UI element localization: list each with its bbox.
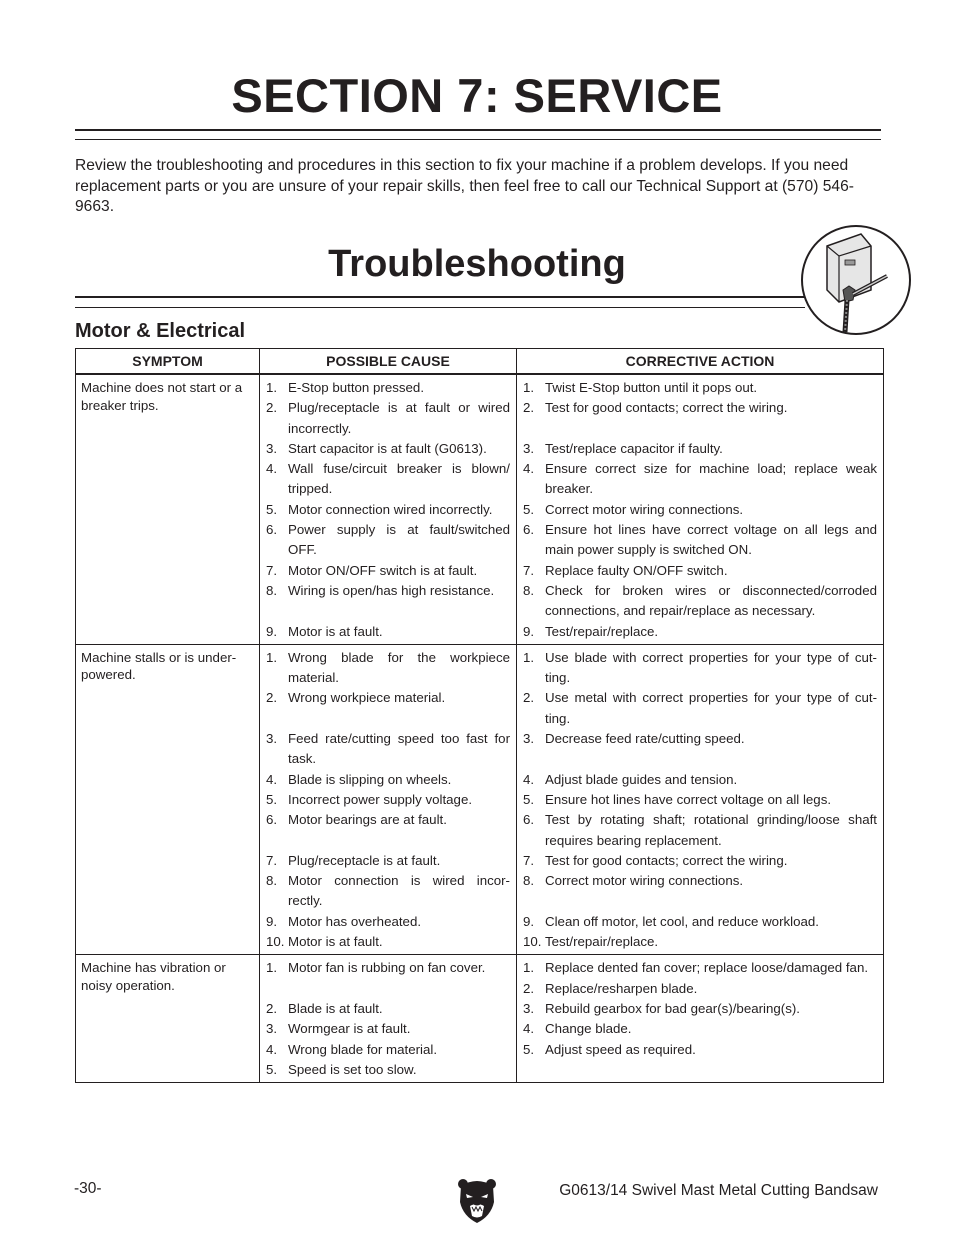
list-item: 8. Correct motor wiring connections.	[523, 873, 744, 889]
electrical-box-icon	[799, 224, 913, 336]
list-item: 1. Use blade with correct properties for your type of cut-ting.	[523, 649, 877, 686]
bear-logo-icon	[457, 1176, 497, 1224]
list-item: 1. Replace dented fan cover; replace loose/damaged fan.	[523, 960, 869, 976]
list-item: 8. Check for broken wires or disconnected/corroded connections, and repair/replace as necessary.	[523, 582, 877, 619]
list-item: 2. Blade is at fault.	[266, 1000, 383, 1016]
list-item: 6. Ensure hot lines have correct voltage on all legs and main power supply is switched ON.	[523, 522, 877, 558]
action-cell	[517, 644, 884, 954]
list-item: 4. Change blade.	[523, 1021, 632, 1037]
subtitle-rule-top	[75, 296, 805, 298]
action-cell	[517, 955, 884, 1083]
list-item: 2. Wrong workpiece material.	[266, 690, 446, 706]
list-item: 10. Motor is at fault.	[266, 934, 383, 950]
list-item: 1. Motor fan is rubbing on fan cover.	[266, 960, 486, 976]
list-item: 3. Feed rate/cutting speed too fast for task.	[266, 731, 510, 767]
troubleshooting-title: Troubleshooting	[328, 243, 626, 285]
list-item: 4. Ensure correct size for machine load; replace weak breaker.	[523, 461, 877, 497]
list-item: 9. Clean off motor, let cool, and reduce workload.	[523, 913, 819, 929]
list-item: 9. Motor is at fault.	[266, 623, 383, 639]
list-item: 4. Blade is slipping on wheels.	[266, 771, 452, 787]
header-symptom: SYMPTOM	[76, 349, 260, 375]
list-item: 5. Ensure hot lines have correct voltage on all legs.	[523, 791, 832, 807]
list-item: 7. Replace faulty ON/OFF switch.	[523, 562, 728, 578]
list-item: 3. Rebuild gearbox for bad gear(s)/bearing(s).	[523, 1000, 800, 1016]
list-item: 3. Wormgear is at fault.	[266, 1021, 411, 1037]
table-row	[76, 644, 884, 954]
list-item: 6. Test by rotating shaft; rotational grinding/loose shaft requires bearing replacement.	[523, 812, 877, 848]
manual-title: G0613/14 Swivel Mast Metal Cutting Bandsaw	[559, 1182, 878, 1199]
list-item: 1. E-Stop button pressed.	[266, 380, 425, 395]
list-item: 5. Speed is set too slow.	[266, 1061, 417, 1077]
title-rule-bottom	[75, 139, 881, 140]
intro-paragraph: Review the troubleshooting and procedures in this section to fix your machine if a problem develops. If you need replacement parts or you are unsure of your repair skills, then feel free to call our Technical Support at (570) 546-9663.	[75, 157, 854, 215]
symptom-cell: Machine stalls or is under-powered.	[76, 644, 260, 954]
header-possible-cause: POSSIBLE CAUSE	[260, 349, 517, 375]
list-item: 8. Motor connection is wired incor-rectly.	[266, 873, 510, 909]
list-item: 9. Test/repair/replace.	[523, 623, 659, 639]
table-row	[76, 955, 884, 1083]
page-number: -30-	[74, 1180, 102, 1197]
list-item: 3. Start capacitor is at fault (G0613).	[266, 440, 487, 456]
cause-cell	[260, 374, 517, 644]
list-item: 10. Test/repair/replace.	[523, 934, 659, 950]
table-header-row	[76, 349, 884, 375]
cause-cell	[260, 955, 517, 1083]
table-row	[76, 374, 884, 644]
list-item: 2. Replace/resharpen blade.	[523, 980, 698, 996]
list-item: 5. Correct motor wiring connections.	[523, 501, 744, 517]
list-item: 7. Plug/receptacle is at fault.	[266, 852, 441, 868]
header-corrective-action: CORRECTIVE ACTION	[517, 349, 884, 375]
list-item: 2. Test for good contacts; correct the wiring.	[523, 400, 788, 416]
list-item: 6. Motor bearings are at fault.	[266, 812, 447, 828]
section-title: SECTION 7: SERVICE	[231, 69, 723, 122]
list-item: 9. Motor has overheated.	[266, 913, 422, 929]
list-item: 5. Incorrect power supply voltage.	[266, 791, 473, 807]
list-item: 1. Wrong blade for the workpiece material.	[266, 649, 510, 686]
list-item: 8. Wiring is open/has high resistance.	[266, 582, 495, 598]
list-item: 6. Power supply is at fault/switched OFF.	[266, 522, 510, 558]
title-rule-top	[75, 129, 881, 131]
list-item: 1. Twist E-Stop button until it pops out.	[523, 380, 758, 395]
symptom-cell: Machine does not start or a breaker trips.	[76, 374, 260, 644]
list-item: 2. Use metal with correct properties for your type of cut-ting.	[523, 690, 877, 726]
category-title: Motor & Electrical	[75, 320, 246, 342]
list-item: 4. Wall fuse/circuit breaker is blown/ tripped.	[266, 461, 510, 497]
list-item: 7. Motor ON/OFF switch is at fault.	[266, 562, 478, 578]
action-cell	[517, 374, 884, 644]
list-item: 4. Adjust blade guides and tension.	[523, 771, 738, 787]
list-item: 7. Test for good contacts; correct the wiring.	[523, 852, 788, 868]
subtitle-rule-bottom	[75, 307, 805, 308]
cause-cell	[260, 644, 517, 954]
list-item: 3. Decrease feed rate/cutting speed.	[523, 731, 745, 747]
list-item: 2. Plug/receptacle is at fault or wired incorrectly.	[266, 400, 510, 436]
list-item: 3. Test/replace capacitor if faulty.	[523, 440, 723, 456]
list-item: 4. Wrong blade for material.	[266, 1041, 438, 1057]
troubleshooting-table	[75, 348, 884, 1083]
list-item: 5. Adjust speed as required.	[523, 1041, 696, 1057]
symptom-cell: Machine has vibration or noisy operation.	[76, 955, 260, 1083]
list-item: 5. Motor connection wired incorrectly.	[266, 501, 493, 517]
